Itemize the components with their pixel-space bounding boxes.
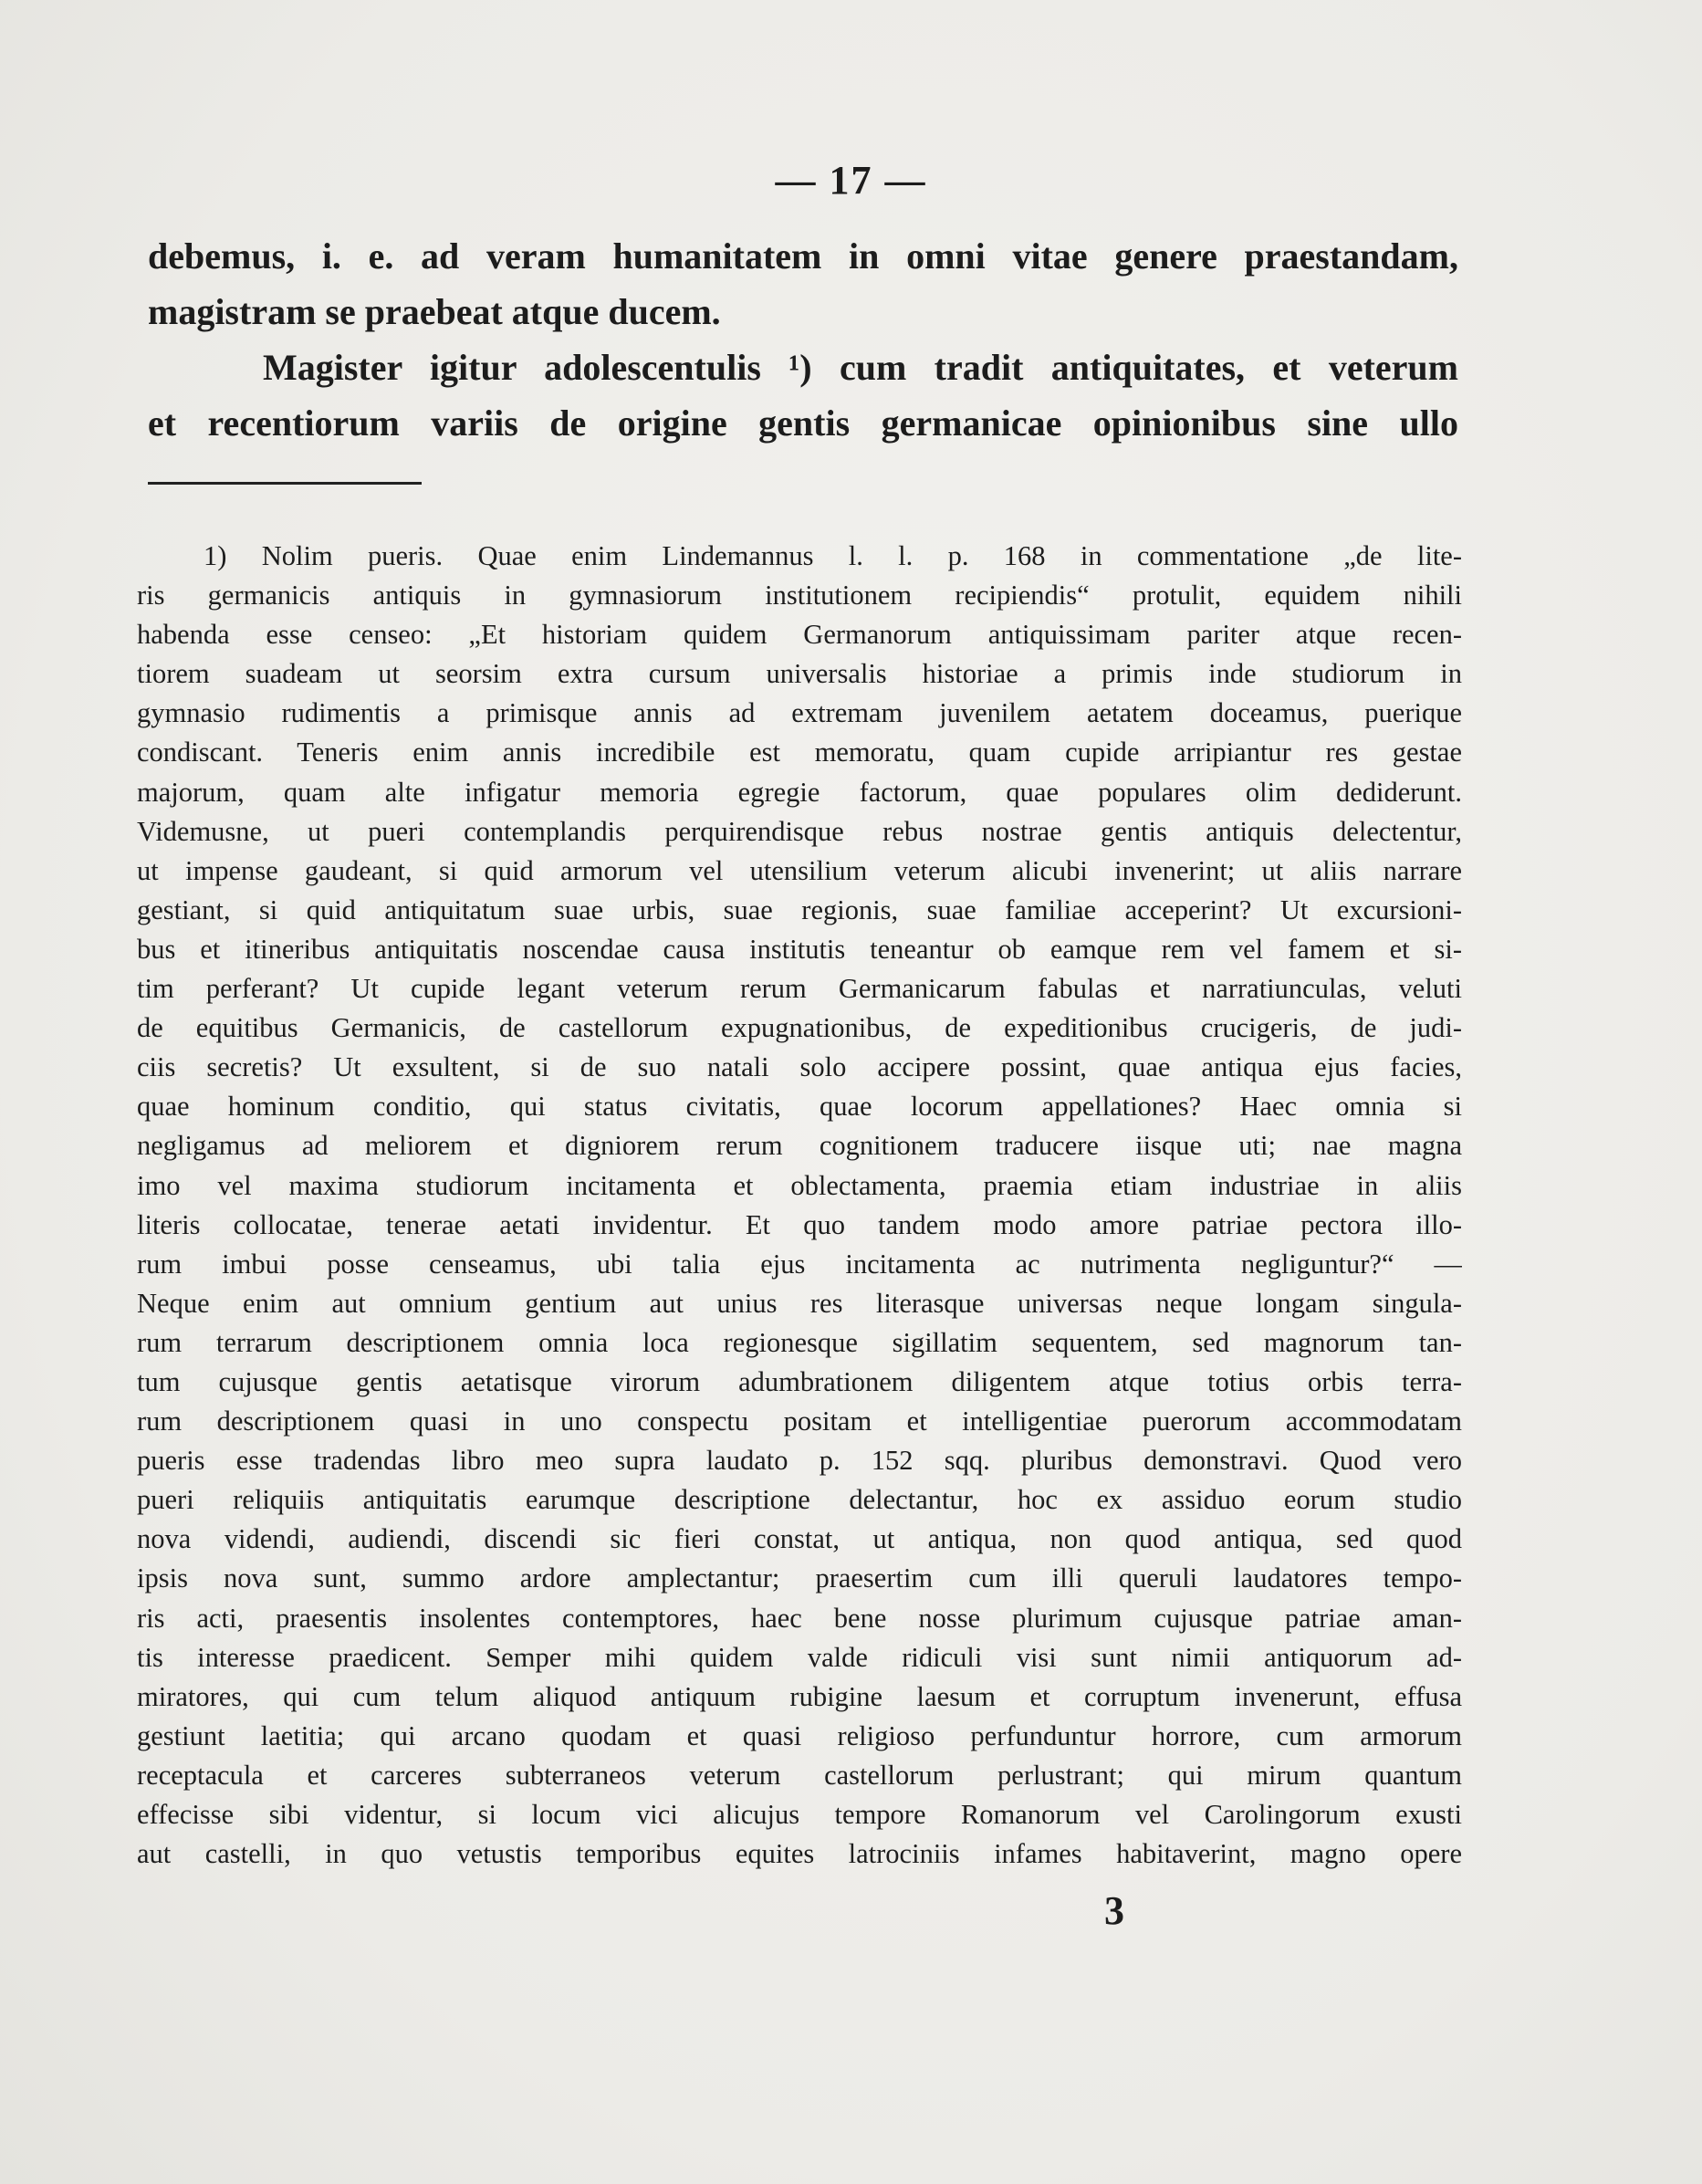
footnote-line: ipsis nova sunt, summo ardore amplectantur; praesertim cum illi queruli laudatores tempo-	[137, 1562, 1462, 1594]
footnote-line: habenda esse censeo: „Et historiam quidem Germanorum antiquissimam pariter atque recen-	[137, 619, 1462, 651]
footnote-line: gestiant, si quid antiquitatum suae urbis, suae regionis, suae familiae acceperint? Ut excursioni-	[137, 893, 1462, 925]
footnote-line: aut castelli, in quo vetustis temporibus equites latrociniis infames habitaverint, magno opere	[137, 1838, 1462, 1870]
footnote-line: ciis secretis? Ut exsultent, si de suo natali solo accipere possint, quae antiqua ejus facies,	[137, 1051, 1462, 1083]
body-line: debemus, i. e. ad veram humanitatem in omni vitae genere praestandam,	[148, 235, 1458, 277]
footnote-line: rum imbui posse censeamus, ubi talia ejus incitamenta ac nutrimenta negliguntur?“ —	[137, 1248, 1462, 1280]
footnote-line: rum terrarum descriptionem omnia loca regionesque sigillatim sequentem, sed magnorum tan-	[137, 1326, 1462, 1358]
footnote-line: gestiunt laetitia; qui arcano quodam et quasi religioso perfunduntur horrore, cum armorum	[137, 1719, 1462, 1751]
footnote-line: receptacula et carceres subterraneos veterum castellorum perlustrant; qui mirum quantum	[137, 1759, 1462, 1791]
footnote-line: ris germanicis antiquis in gymnasiorum institutionem recipiendis“ protulit, equidem nihili	[137, 580, 1462, 611]
footnote-line: ris acti, praesentis insolentes contemptores, haec bene nosse plurimum cujusque patriae aman-	[137, 1602, 1462, 1634]
footnote-line: pueri reliquiis antiquitatis earumque descriptione delectantur, hoc ex assiduo eorum studio	[137, 1484, 1462, 1516]
footnote-line: literis collocatae, tenerae aetati invidentur. Et quo tandem modo amore patriae pectora illo-	[137, 1208, 1462, 1240]
main-text	[148, 228, 1458, 451]
footnote-line: Neque enim aut omnium gentium aut unius res literasque universas neque longam singula-	[137, 1287, 1462, 1319]
footnote-line: nova videndi, audiendi, discendi sic fieri constat, ut antiqua, non quod antiqua, sed quod	[137, 1523, 1462, 1555]
footnote-line: miratores, qui cum telum aliquod antiquum rubigine laesum et corruptum invenerunt, effusa	[137, 1680, 1462, 1712]
body-line: et recentiorum variis de origine gentis germanicae opinionibus sine ullo	[148, 402, 1458, 444]
footnote-line: tis interesse praedicent. Semper mihi quidem valde ridiculi visi sunt nimii antiquorum ad-	[137, 1641, 1462, 1673]
footnote-line: rum descriptionem quasi in uno conspectu positam et intelligentiae puerorum accommodatam	[137, 1405, 1462, 1437]
footnote-line: imo vel maxima studiorum incitamenta et oblectamenta, praemia etiam industriae in aliis	[137, 1169, 1462, 1201]
footnote-line: 1) Nolim pueris. Quae enim Lindemannus l. l. p. 168 in commentatione „de lite-	[204, 540, 1462, 571]
footnote-line: tiorem suadeam ut seorsim extra cursum universalis historiae a primis inde studiorum in	[137, 658, 1462, 690]
footnote-separator	[148, 482, 422, 485]
footnote-line: quae hominum conditio, qui status civitatis, quae locorum appellationes? Haec omnia si	[137, 1091, 1462, 1123]
footnote-line: Videmusne, ut pueri contemplandis perquirendisque rebus nostrae gentis antiquis delectentur,	[137, 815, 1462, 847]
signature-mark: 3	[1104, 1888, 1124, 1933]
footnote-line: majorum, quam alte infigatur memoria egregie factorum, quae populares olim dediderunt.	[137, 776, 1462, 808]
footnote-line: bus et itineribus antiquitatis noscendae causa institutis teneantur ob eamque rem vel famem et si-	[137, 933, 1462, 965]
footnote-line: tim perferant? Ut cupide legant veterum rerum Germanicarum fabulas et narratiunculas, veluti	[137, 973, 1462, 1005]
footnote-line: gymnasio rudimentis a primisque annis ad extremam juvenilem aetatem doceamus, puerique	[137, 697, 1462, 729]
footnote-line: tum cujusque gentis aetatisque virorum adumbrationem diligentem atque totius orbis terra-	[137, 1365, 1462, 1397]
body-line: Magister igitur adolescentulis ¹) cum tradit antiquitates, et veterum	[263, 347, 1458, 388]
footnote-line: condiscant. Teneris enim annis incredibile est memoratu, quam cupide arripiantur res gestae	[137, 737, 1462, 768]
footnote-line: de equitibus Germanicis, de castellorum expugnationibus, de expeditionibus crucigeris, de judi-	[137, 1012, 1462, 1044]
body-line: magistram se praebeat atque ducem.	[148, 291, 721, 332]
footnote-line: ut impense gaudeant, si quid armorum vel utensilium veterum alicubi invenerint; ut aliis narrare	[137, 854, 1462, 886]
footnote	[137, 537, 1462, 1874]
page-number: — 17 —	[775, 158, 927, 203]
footnote-line: negligamus ad meliorem et digniorem rerum cognitionem traducere iisque uti; nae magna	[137, 1130, 1462, 1162]
footnote-line: effecisse sibi videntur, si locum vici alicujus tempore Romanorum vel Carolingorum exusti	[137, 1799, 1462, 1830]
footnote-line: pueris esse tradendas libro meo supra laudato p. 152 sqq. pluribus demonstravi. Quod vero	[137, 1445, 1462, 1477]
